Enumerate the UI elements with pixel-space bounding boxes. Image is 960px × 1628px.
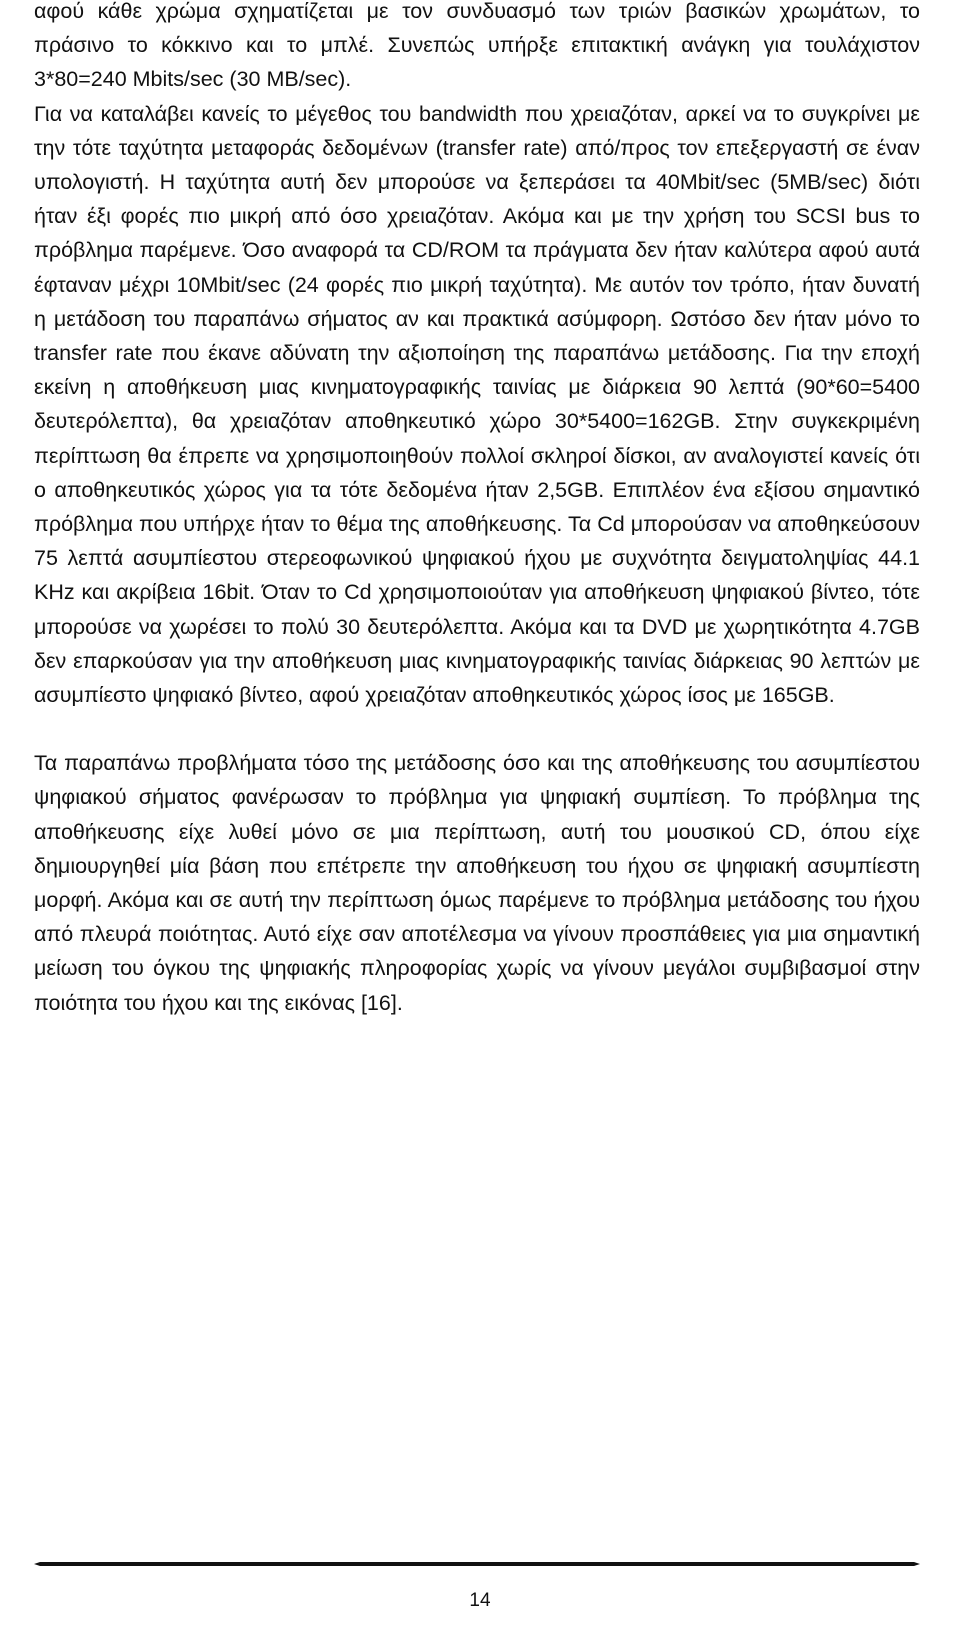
page-number: 14 (469, 1590, 491, 1611)
footer-rule-shape (34, 1560, 920, 1568)
paragraph-compression: Τα παραπάνω προβλήματα τόσο της μετάδοσης όσο και της αποθήκευσης του ασυμπίεστου ψηφιακού σήματος φανέρωσαν το πρόβλημα για ψηφιακή συμπίεση. Το πρόβλημα της αποθήκευσης είχε λυθεί μόνο σε μια περίπτωση, αυτή του μουσικού CD, όπου είχε δημιουργηθεί μία βάση που επέτρεπε την αποθήκευση του ήχου σε ψηφιακή ασυμπίεστη μορφή. Ακόμα και σε αυτή την περίπτωση όμως παρέμενε το πρόβλημα μετάδοσης του ήχου από πλευρά ποιότητας. Αυτό είχε σαν αποτέλεσμα να γίνουν προσπάθειες για μια σημαντική μείωση του όγκου της ψηφιακής πληροφορίας χωρίς να γίνουν μεγάλοι συμβιβασμοί στην ποιότητα του ήχου και της εικόνας [16]. (34, 751, 920, 1015)
paragraph-bandwidth: Για να καταλάβει κανείς το μέγεθος του bandwidth που χρειαζόταν, αρκεί να το συγκρίνει με την τότε ταχύτητα μεταφοράς δεδομένων (transfer rate) από/προς τον επεξεργαστή σε έναν υπολογιστή. Η ταχύτητα αυτή δεν μπορούσε να ξεπεράσει τα 40Mbit/sec (5MB/sec) διότι ήταν έξι φορές πιο μικρή από όσο χρειαζόταν. Ακόμα και με την χρήση του SCSI bus το πρόβλημα παρέμενε. Όσο αναφορά τα CD/ROM τα πράγματα δεν ήταν καλύτερα αφού αυτά έφταναν μέχρι 10Mbit/sec (24 φορές πιο μικρή ταχύτητα). Με αυτόν τον τρόπο, ήταν δυνατή η μετάδοση του παραπάνω σήματος αν και πρακτικά ασύμφορη. Ωστόσο δεν ήταν μόνο το transfer rate που έκανε αδύνατη την αξιοποίηση της παραπάνω μετάδοσης. Για την εποχή εκείνη η αποθήκευση μιας κινηματογραφικής ταινίας με διάρκεια 90 λεπτά (90*60=5400 δευτερόλεπτα), θα χρειαζόταν αποθηκευτικό χώρο 30*5400=162GB. Στην συγκεκριμένη περίπτωση θα έπρεπε να χρησιμοποιηθούν πολλοί σκληροί δίσκοι, αν αναλογιστεί κανείς ότι ο αποθηκευτικός χώρος για τα τότε δεδομένα ήταν 2,5GB. Επιπλέον ένα εξίσου σημαντικό πρόβλημα που υπήρχε ήταν το θέμα της αποθήκευσης. Τα Cd μπορούσαν να αποθηκεύσουν 75 λεπτά ασυμπίεστου στερεοφωνικού ψηφιακού ήχου με συχνότητα δειγματοληψίας 44.1 KHz και ακρίβεια 16bit. Όταν το Cd χρησιμοποιούταν για αποθήκευση ψηφιακού βίντεο, τότε μπορούσε να χωρέσει το πολύ 30 δευτερόλεπτα. Ακόμα και τα DVD με χωρητικότητα 4.7GB δεν επαρκούσαν για την αποθήκευση μιας κινηματογραφικής ταινίας διάρκειας 90 λεπτών με ασυμπίεστο ψηφιακό βίντεο, αφού χρειαζόταν αποθηκευτικός χώρος ίσος με 165GB. (34, 101, 920, 708)
footer-rule (34, 1560, 920, 1568)
body-text (34, 0, 920, 1020)
paragraph-continued: αφού κάθε χρώμα σχηματίζεται με τον συνδυασμό των τριών βασικών χρωμάτων, το πράσινο το κόκκινο και το μπλέ. Συνεπώς υπήρξε επιτακτική ανάγκη για τουλάχιστον 3*80=240 Mbits/sec (30 MB/sec). (34, 0, 920, 92)
